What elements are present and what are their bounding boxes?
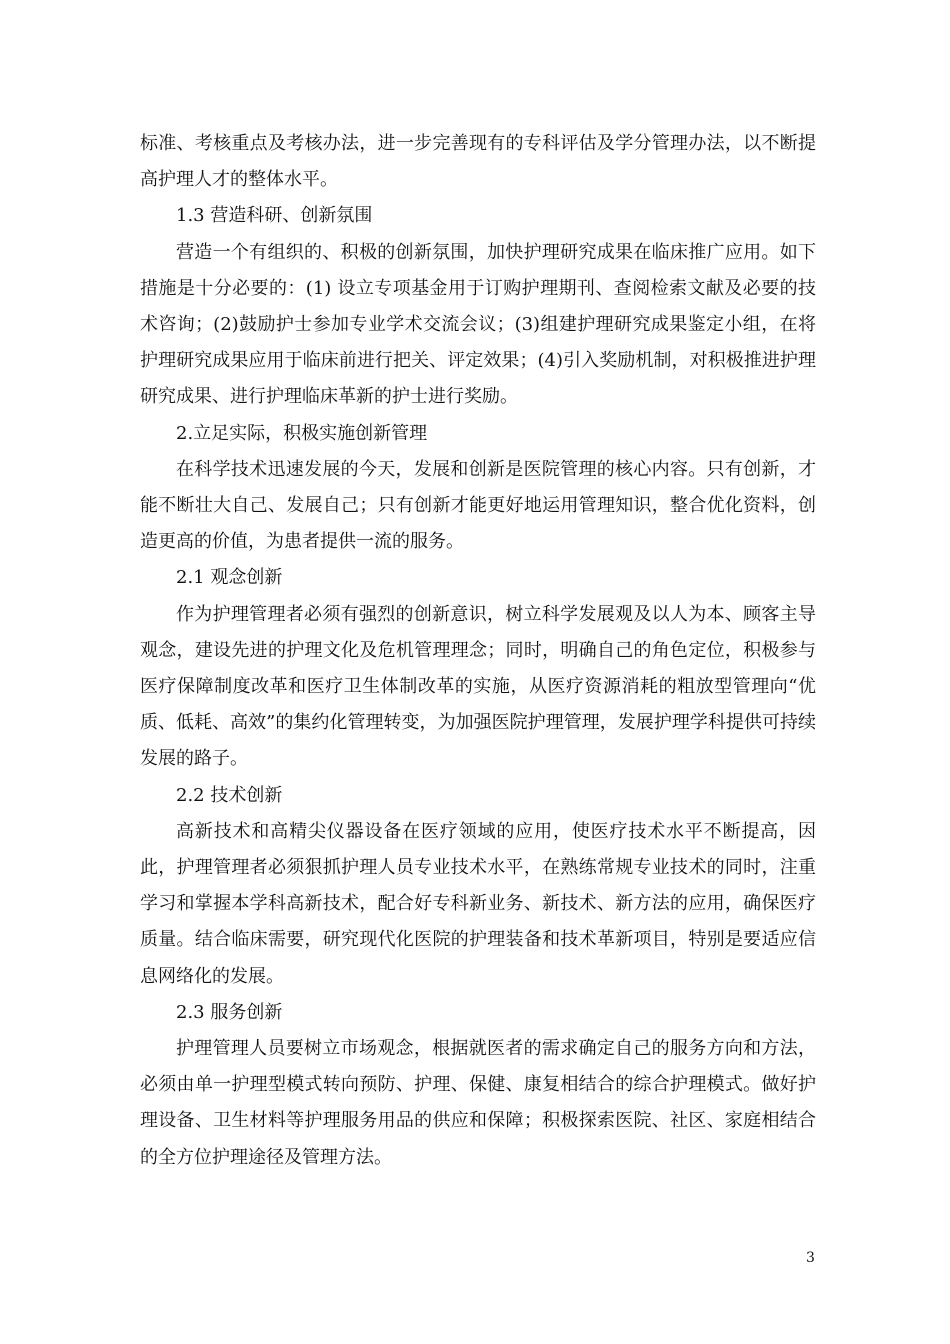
section-heading-1-3: 1.3 营造科研、创新氛围 [176, 205, 373, 227]
paragraph-service-innovation: 护理管理人员要树立市场观念，根据就医者的需求确定自己的服务方向和方法，必须由单一护理型模式转向预防、护理、保健、康复相结合的综合护理模式。做好护理设备、卫生材料等护理服务用品的供应和保障；积极探索医院、社区、家庭相结合的全方位护理途径及管理方法。 [140, 1038, 816, 1168]
paragraph-intro: 标准、考核重点及考核办法，进一步完善现有的专科评估及学分管理办法，以不断提高护理人才的整体水平。 [140, 133, 816, 191]
section-heading-2-1: 2.1 观念创新 [176, 567, 283, 589]
section-heading-2: 2.立足实际，积极实施创新管理 [176, 422, 428, 444]
paragraph-concept-innovation: 作为护理管理者必须有强烈的创新意识，树立科学发展观及以人为本、顾客主导观念，建设先进的护理文化及危机管理理念；同时，明确自己的角色定位，积极参与医疗保障制度改革和医疗卫生体制改革的实施，从医疗资源消耗的粗放型管理向“优质、低耗、高效”的集约化管理转变，为加强医院护理管理，发展护理学科提供可持续发展的路子。 [140, 603, 816, 770]
paragraph-research-atmosphere: 营造一个有组织的、积极的创新氛围，加快护理研究成果在临床推广应用。如下措施是十分必要的：(1) 设立专项基金用于订购护理期刊、查阅检索文献及必要的技术咨询；(2)鼓励护士参加专业学术交流会议；(3)组建护理研究成果鉴定小组，在将护理研究成果应用于临床前进行把关、评定效果；(4)引入奖励机制，对积极推进护理研究成果、进行护理临床革新的护士进行奖励。 [140, 241, 816, 408]
paragraph-innovation-management: 在科学技术迅速发展的今天，发展和创新是医院管理的核心内容。只有创新，才能不断壮大自己、发展自己；只有创新才能更好地运用管理知识，整合优化资料，创造更高的价值，为患者提供一流的服务。 [140, 458, 816, 553]
section-heading-2-3: 2.3 服务创新 [176, 1001, 283, 1023]
page-number: 3 [806, 1250, 815, 1266]
document-body [140, 126, 816, 1176]
section-heading-2-2: 2.2 技术创新 [176, 784, 283, 806]
paragraph-technology-innovation: 高新技术和高精尖仪器设备在医疗领域的应用，使医疗技术水平不断提高，因此，护理管理者必须狠抓护理人员专业技术水平，在熟练常规专业技术的同时，注重学习和掌握本学科高新技术，配合好专科新业务、新技术、新方法的应用，确保医疗质量。结合临床需要，研究现代化医院的护理装备和技术革新项目，特别是要适应信息网络化的发展。 [140, 820, 816, 987]
